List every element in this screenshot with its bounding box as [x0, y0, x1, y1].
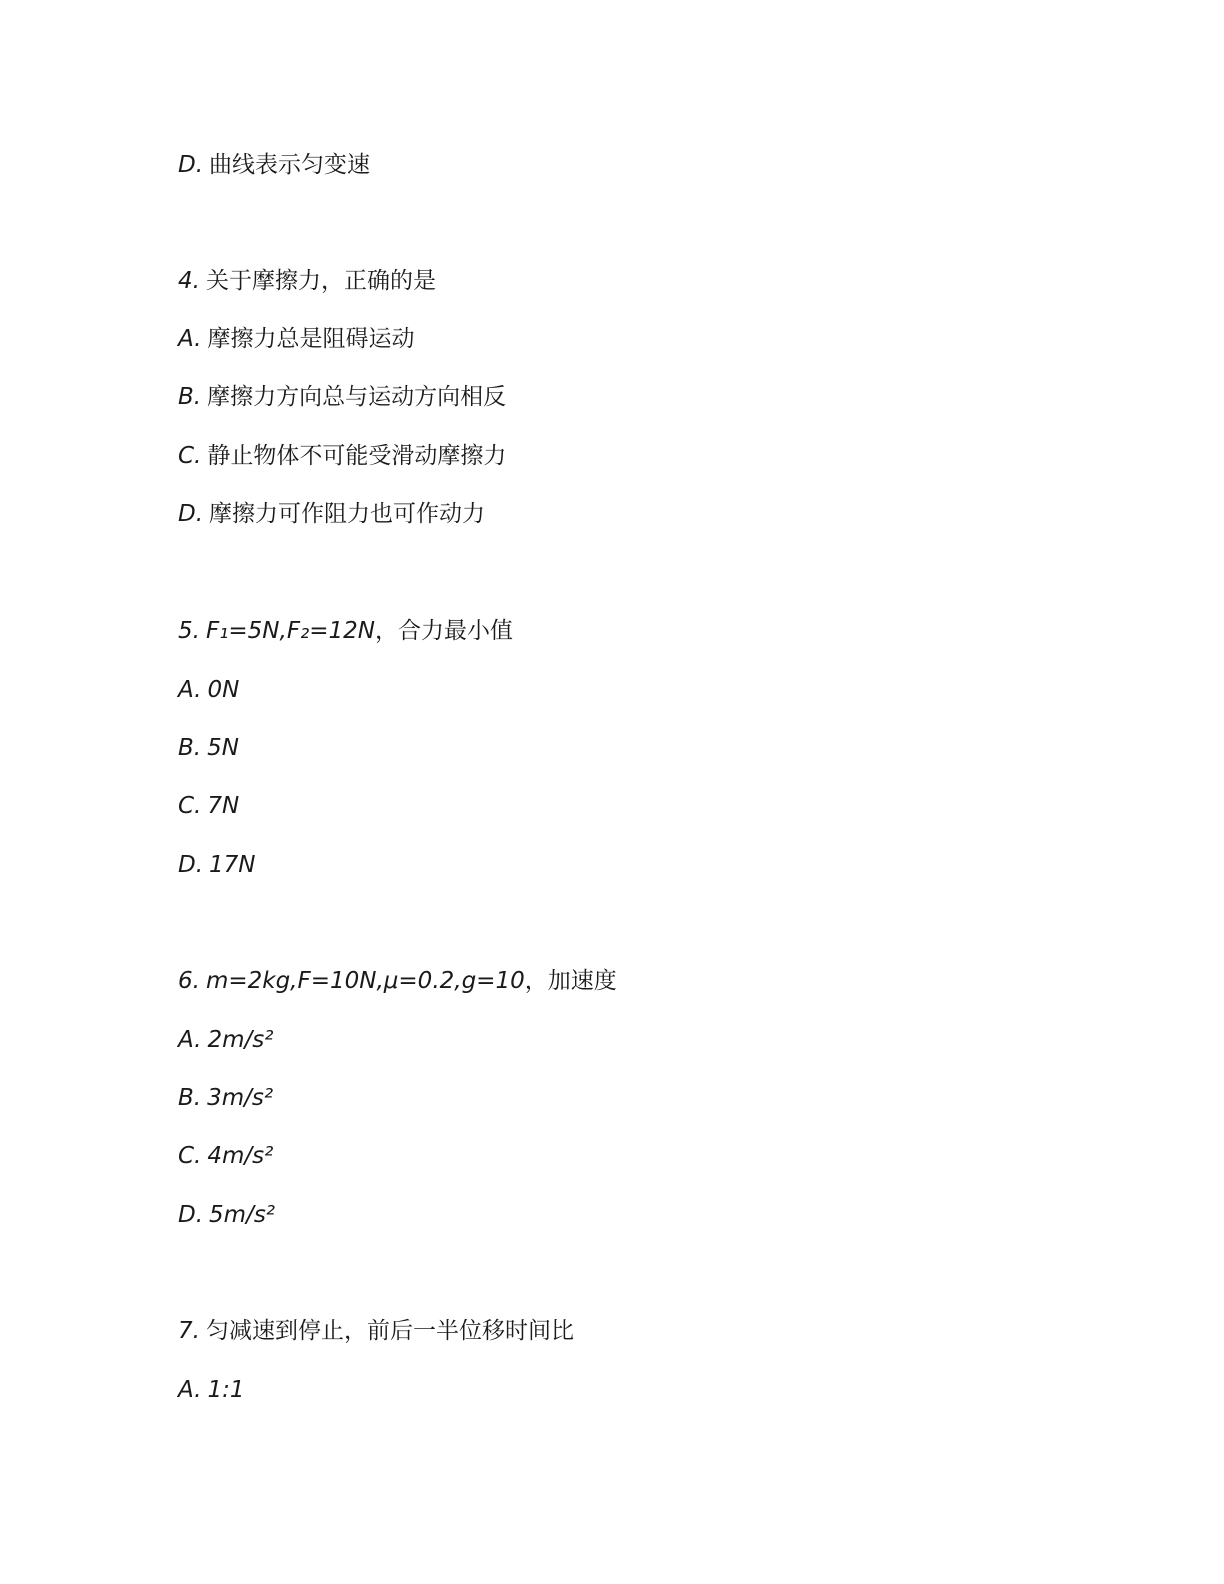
option-label: B.	[178, 735, 202, 761]
option-label: D.	[178, 152, 204, 178]
question-text: 关于摩擦力，正确的是	[205, 268, 436, 294]
option-text: 静止物体不可能受滑动摩擦力	[207, 443, 507, 469]
option-label: D.	[178, 1202, 204, 1228]
option-label: D.	[178, 501, 204, 527]
option-label: C.	[178, 793, 202, 819]
option-line	[178, 1141, 273, 1171]
option-line	[178, 850, 256, 880]
option-label: A.	[178, 677, 202, 703]
question-line	[178, 1316, 574, 1346]
option-value: 7N	[207, 793, 240, 819]
option-line	[178, 1200, 275, 1230]
question-line	[178, 966, 617, 996]
question-number: 5.	[178, 618, 200, 644]
option-value: 4m/s²	[207, 1143, 274, 1169]
option-label: B.	[178, 1085, 202, 1111]
option-value: 3m/s²	[207, 1085, 274, 1111]
option-line	[178, 733, 239, 763]
option-line	[178, 1025, 273, 1055]
option-text: 摩擦力可作阻力也可作动力	[209, 501, 486, 527]
question-number: 4.	[178, 268, 200, 294]
option-label: A.	[178, 1027, 202, 1053]
option-line	[178, 499, 485, 529]
option-label: A.	[178, 326, 202, 352]
option-line	[178, 150, 370, 180]
option-value: 1:1	[207, 1377, 245, 1403]
question-line	[178, 616, 513, 646]
option-label: C.	[178, 1143, 202, 1169]
option-label: A.	[178, 1377, 202, 1403]
option-text: 曲线表示匀变速	[209, 152, 371, 178]
option-line	[178, 1083, 273, 1113]
question-line	[178, 266, 436, 296]
option-line	[178, 675, 239, 705]
option-text: 摩擦力方向总与运动方向相反	[207, 384, 507, 410]
option-label: D.	[178, 852, 204, 878]
question-formula: F₁=5N,F₂=12N	[205, 618, 376, 644]
option-text: 摩擦力总是阻碍运动	[207, 326, 415, 352]
question-text: ，合力最小值	[375, 618, 514, 644]
option-line	[178, 382, 506, 412]
option-line	[178, 791, 239, 821]
option-line	[178, 1375, 245, 1405]
question-text: 匀减速到停止，前后一半位移时间比	[205, 1318, 574, 1344]
question-number: 6.	[178, 968, 200, 994]
option-label: B.	[178, 384, 202, 410]
option-line	[178, 324, 414, 354]
option-value: 5m/s²	[209, 1202, 276, 1228]
option-line	[178, 441, 506, 471]
option-value: 5N	[207, 735, 239, 761]
option-value: 17N	[209, 852, 256, 878]
option-value: 2m/s²	[207, 1027, 274, 1053]
option-value: 0N	[207, 677, 240, 703]
question-formula: m=2kg,F=10N,μ=0.2,g=10	[205, 968, 525, 994]
question-text: ，加速度	[524, 968, 617, 994]
option-label: C.	[178, 443, 202, 469]
question-number: 7.	[178, 1318, 200, 1344]
